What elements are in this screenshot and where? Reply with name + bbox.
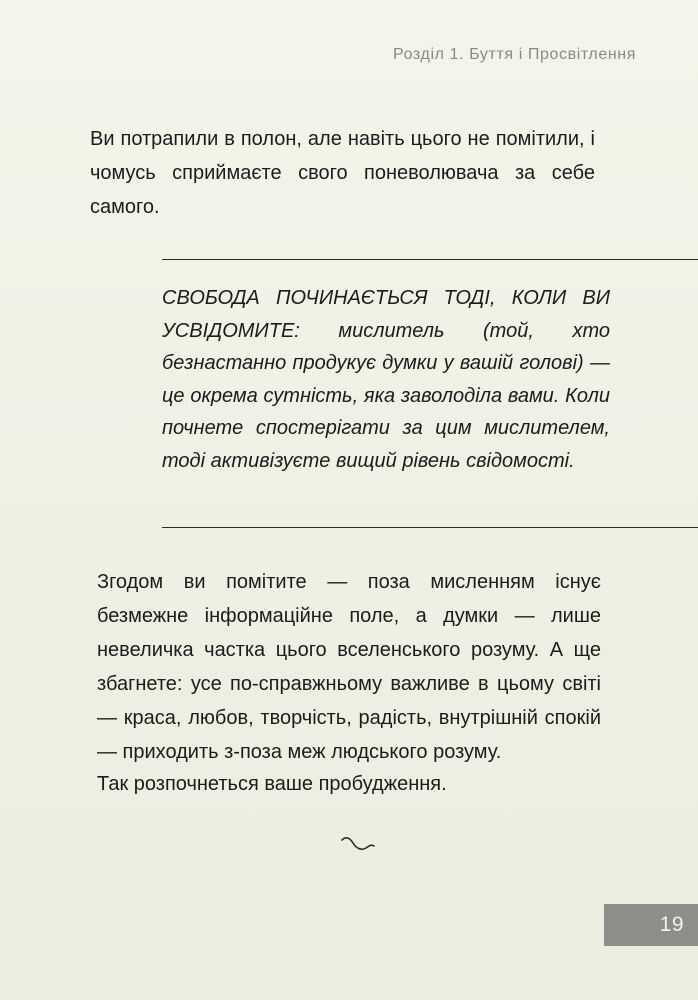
swash-ornament-icon — [340, 834, 376, 854]
quote-top-rule — [162, 259, 698, 260]
paragraph-2: Згодом ви помітите — поза мисленням існує безмежне інформаційне поле, а думки — лише невеличка частка цього вселенського розуму. А ще збагнете: усе по-справжньому важливе в цьому світі — краса, любов, творчість, радість, внутрішній спокій — приходить з-поза меж людського розуму. — [97, 571, 601, 763]
paragraph-1: Ви потрапили в полон, але навіть цього не помітили, і чомусь сприймаєте свого поневолювача за себе самого. — [90, 128, 595, 218]
running-header: Розділ 1. Буття і Просвітлення — [393, 46, 636, 63]
quote-bottom-rule — [162, 527, 698, 528]
paragraph-3: Так розпочнеться ваше пробудження. — [97, 773, 447, 795]
page-number: 19 — [659, 913, 684, 936]
highlight-quote: СВОБОДА ПОЧИНАЄТЬСЯ ТОДІ, КОЛИ ВИ УСВІДОМИТЕ: мислитель (той, хто безнастанно продукує думки у вашій голові) — це окрема сутність, яка заволоділа вами. Коли почнете спостерігати за цим мислителем, тоді активізуєте вищий рівень свідомості. — [162, 287, 610, 472]
page-number-tab — [604, 904, 698, 946]
